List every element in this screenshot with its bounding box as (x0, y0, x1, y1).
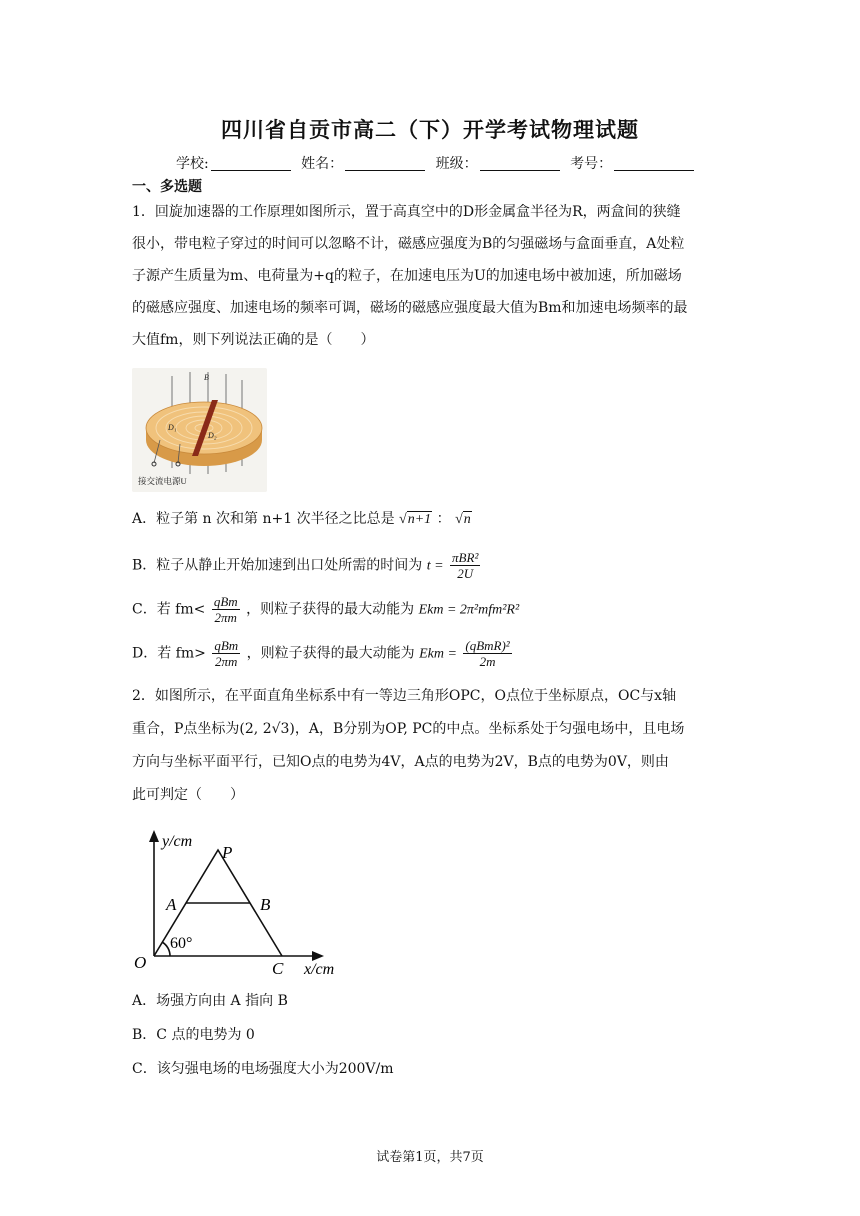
class-label: 班级： (435, 156, 478, 172)
y-arrow-icon (149, 830, 159, 842)
q1-option-d-text2: ，则粒子获得的最大动能为 (246, 645, 415, 662)
q2-option-a: A．场强方向由 A 指向 B (132, 993, 288, 1009)
q1-option-d (132, 638, 514, 669)
angle-arc (162, 942, 170, 956)
fraction-numerator: qBm (213, 594, 238, 609)
frequency-fraction (212, 638, 240, 669)
school-label: 学校: (176, 156, 209, 172)
student-info-line (176, 153, 700, 173)
point-o-label: O (134, 953, 147, 972)
q2-line: 2．如图所示，在平面直角坐标系中有一等边三角形OPC，O点位于坐标原点，OC与x轴 (132, 688, 677, 704)
d2-label: D₂ (208, 431, 217, 440)
q2-line: 此可判定（ ） (132, 787, 244, 803)
q1-option-c-text1: C．若 fm< (132, 601, 206, 618)
school-blank (211, 156, 291, 171)
y-axis-label: y/cm (162, 833, 193, 850)
point-b-label: B (260, 895, 271, 914)
angle-label: 60° (170, 935, 193, 952)
class-blank (480, 156, 560, 171)
energy-fraction (463, 638, 511, 669)
question-2-stem (132, 680, 728, 812)
exam-no-label: 考号： (570, 156, 613, 172)
ac-source-label: 接交流电源U (138, 476, 187, 486)
q2-option-b: B．C 点的电势为 0 (132, 1027, 255, 1043)
q1-option-b (132, 550, 482, 581)
q2-option-c: C．该匀强电场的电场强度大小为200V/m (132, 1061, 394, 1077)
q1-option-c (132, 594, 519, 625)
formula-lhs: t = (426, 558, 444, 574)
x-arrow-icon (312, 951, 324, 961)
fraction-denominator: 2U (457, 566, 474, 581)
field-b-label: B (204, 373, 209, 382)
section-heading: 一、多选题 (132, 179, 202, 195)
q1-line: 很小，带电粒子穿过的时间可以忽略不计，磁感应强度为B的匀强磁场与盒面垂直，A处粒 (132, 236, 685, 252)
frequency-fraction (212, 594, 240, 625)
q1-option-d-text1: D．若 fm> (132, 645, 206, 662)
x-axis-label: x/cm (304, 961, 335, 978)
sqrt-n: n (463, 512, 471, 527)
q1-option-b-text: B．粒子从静止开始加速到出口处所需的时间为 (132, 557, 423, 574)
fraction-numerator: qBm (214, 638, 239, 653)
d1-label: D₁ (168, 423, 177, 432)
q1-option-a-text: A．粒子第 n 次和第 n+1 次半径之比总是 (132, 511, 395, 527)
name-label: 姓名： (301, 156, 344, 172)
page-title: 四川省自贡市高二（下）开学考试物理试题 (221, 118, 639, 142)
q1-line: 子源产生质量为m、电荷量为+q的粒子，在加速电压为U的加速电场中被加速，所加磁场 (132, 268, 682, 284)
sqrt-n-plus-1: n+1 (407, 512, 432, 527)
time-fraction (450, 550, 480, 581)
q1-line: 1．回旋加速器的工作原理如图所示，置于高真空中的D形金属盒半径为R，两盒间的狭缝 (132, 204, 681, 220)
q2-line: 方向与坐标平面平行，已知O点的电势为4V，A点的电势为2V，B点的电势为0V，则由 (132, 754, 669, 770)
q1-option-c-text2: ，则粒子获得的最大动能为 (246, 601, 415, 618)
q1-line: 大值fm，则下列说法正确的是（ ） (132, 332, 375, 348)
ratio-sep: ： (436, 511, 451, 527)
question-1-stem (132, 196, 728, 356)
page-footer: 试卷第1页，共7页 (376, 1150, 484, 1165)
name-blank (345, 156, 425, 171)
q1-line: 的磁感应强度、加速电场的频率可调，磁场的磁感应强度最大值为Bm和加速电场频率的最 (132, 300, 688, 316)
cyclotron-illustration (132, 368, 267, 492)
cyclotron-figure (132, 368, 267, 492)
point-a-label: A (166, 895, 177, 914)
fraction-denominator: 2m (479, 654, 496, 669)
fraction-numerator: (qBmR)² (465, 638, 510, 653)
point-c-label: C (272, 959, 284, 978)
fraction-denominator: 2πm (214, 610, 237, 625)
point-p-label: P (222, 843, 233, 862)
triangle-figure (130, 828, 350, 980)
energy-lhs: Ekm = (419, 646, 457, 662)
q2-line: 重合，P点坐标为(2, 2√3)，A，B分别为OP, PC的中点。坐标系处于匀强电场中，且电场 (132, 721, 685, 737)
q1-option-a: A．粒子第 n 次和第 n+1 次半径之比总是 √n+1 ： √n (132, 511, 471, 527)
energy-formula: Ekm = 2π²mfm²R² (418, 602, 520, 618)
exam-no-blank (614, 156, 694, 171)
fraction-denominator: 2πm (215, 654, 238, 669)
fraction-numerator: πBR² (452, 550, 479, 565)
